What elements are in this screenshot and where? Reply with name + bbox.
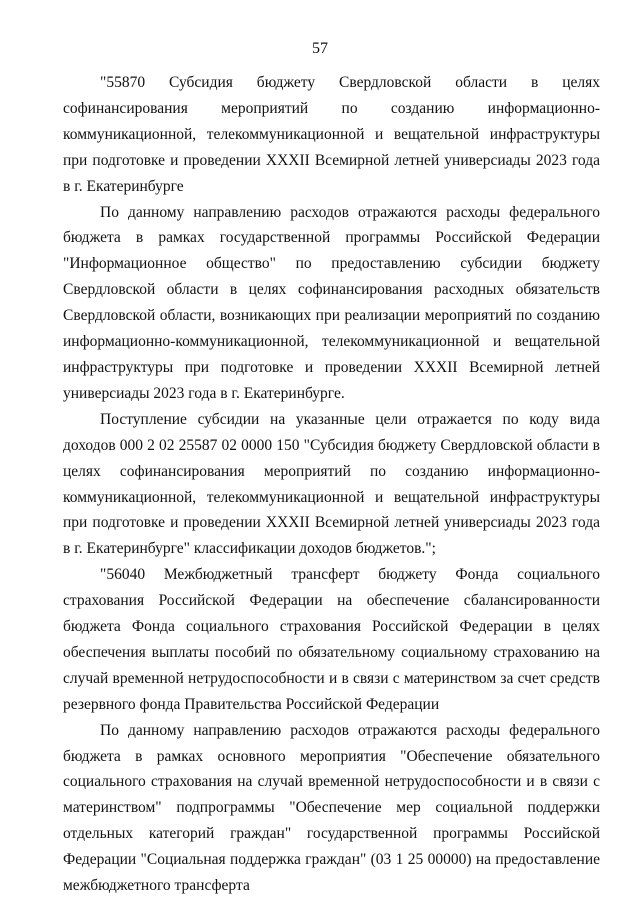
- paragraph-55870-heading: "55870 Субсидия бюджету Свердловской области в целях софинансирования мероприятий по созданию информационно-коммуникационной, телекоммуникационной и вещательной инфраструктуры при подготовке и проведении XXXII Всемирной летней универсиады 2023 года в г. Екатеринбурге: [63, 74, 600, 195]
- paragraph-55870-description: По данному направлению расходов отражаются расходы федерального бюджета в рамках государственной программы Российской Федерации "Информационное общество" по предоставлению субсидии бюджету Свердловской области в целях софинансирования расходных обязательств Свердловской области, возникающих при реализации мероприятий по созданию информационно-коммуникационной, телекоммуникационной и вещательной инфраструктуры при подготовке и проведении XXXII Всемирной летней универсиады 2023 года в г. Екатеринбурге.: [63, 203, 600, 402]
- page-number: 57: [312, 40, 328, 57]
- paragraph-56040-heading: "56040 Межбюджетный трансферт бюджету Фонда социального страхования Российской Федерации на обеспечение сбалансированности бюджета Фонда социального страхования Российской Федерации в целях обеспечения выплаты пособий по обязательному социальному страхованию на случай временной нетрудоспособности и в связи с материнством за счет средств резервного фонда Правительства Российской Федерации: [63, 566, 600, 713]
- document-body: [63, 70, 600, 899]
- paragraph-56040-description: По данному направлению расходов отражаются расходы федерального бюджета в рамках основного мероприятия "Обеспечение обязательного социального страхования на случай временной нетрудоспособности и в связи с материнством" подпрограммы "Обеспечение мер социальной поддержки отдельных категорий граждан" государственной программы Российской Федерации "Социальная поддержка граждан" (03 1 25 00000) на предоставление межбюджетного трансферта: [63, 721, 600, 895]
- paragraph-55870-income-code: Поступление субсидии на указанные цели отражается по коду вида доходов 000 2 02 25587 02 0000 150 "Субсидия бюджету Свердловской области в целях софинансирования мероприятий по созданию информационно-коммуникационной, телекоммуникационной и вещательной инфраструктуры при подготовке и проведении XXXII Всемирной летней универсиады 2023 года в г. Екатеринбурге" классификации доходов бюджетов.";: [63, 410, 600, 558]
